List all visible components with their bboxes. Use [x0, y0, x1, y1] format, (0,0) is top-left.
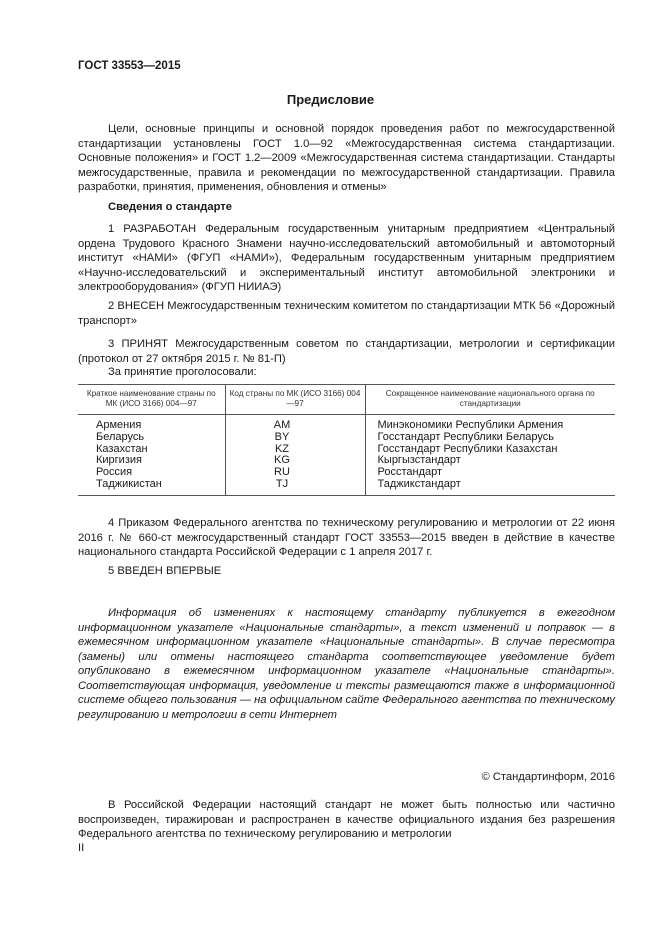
- cell-code: KG: [225, 455, 365, 467]
- item-1-paragraph: 1 РАЗРАБОТАН Федеральным государственным унитарным предприятием «Центральный ордена Трудового Красного Знамени научно-исследовательский автомобильный и автомоторный институт «НАМИ» (ФГУП «НАМИ»), Федеральным государственным унитарным предприятием «Научно-исследовательский и экспериментальный институт автомобильной электроники и электрооборудования» (ФГУП НИИАЭ): [78, 223, 615, 294]
- cell-country: Беларусь: [96, 430, 145, 443]
- cell-code: TJ: [225, 479, 365, 495]
- cell-country: Киргизия: [96, 454, 142, 467]
- table-row: [78, 415, 615, 432]
- cell-body: Таджикстандарт: [365, 479, 615, 495]
- cell-body: Госстандарт Республики Казахстан: [365, 444, 615, 456]
- cell-country: Таджикистан: [78, 479, 225, 495]
- reproduction-notice: В Российской Федерации настоящий стандарт не может быть полностью или частично воспроизведен, тиражирован и распространен в качестве официального издания без разрешения Федерального агентства по техническому регулированию и метрологии: [78, 799, 615, 841]
- item-3-paragraph: 3 ПРИНЯТ Межгосударственным советом по стандартизации, метрологии и сертификации (протокол от 27 октября 2015 г. № 81-П): [78, 338, 615, 365]
- column-header-code: Код страны по МК (ИСО 3166) 004—97: [225, 385, 365, 415]
- column-header-country: Краткое наименование страны по МК (ИСО 3166) 004—97: [78, 385, 225, 415]
- cell-code: RU: [225, 467, 365, 479]
- vote-label: За принятие проголосовали:: [108, 366, 257, 378]
- intro-paragraph: Цели, основные принципы и основной порядок проведения работ по межгосударственной стандартизации установлены ГОСТ 1.0—92 «Межгосударственная система стандартизации. Основные положения» и ГОСТ 1.2—2009 «Межгосударственная система стандартизации. Стандарты межгосударственные, правила и рекомендации по межгосударственной стандартизации. Правила разработки, принятия, применения, обновления и отмены»: [78, 123, 615, 194]
- page-title: Предисловие: [286, 92, 375, 107]
- table-row: [78, 455, 615, 467]
- table-row: [78, 444, 615, 456]
- document-header: ГОСТ 33553—2015: [78, 60, 181, 72]
- cell-code: KZ: [225, 444, 365, 456]
- cell-country: Россия: [96, 466, 133, 479]
- table-row: [78, 432, 615, 444]
- copyright-notice: © Стандартинформ, 2016: [481, 771, 615, 783]
- cell-body: Госстандарт Республики Беларусь: [365, 432, 615, 444]
- voting-table: [78, 384, 615, 496]
- item-5-paragraph: 5 ВВЕДЕН ВПЕРВЫЕ: [108, 565, 222, 577]
- cell-body: Кыргызстандарт: [365, 455, 615, 467]
- section-title: Сведения о стандарте: [108, 201, 232, 213]
- page-number: II: [78, 842, 85, 854]
- item-2-paragraph: 2 ВНЕСЕН Межгосударственным техническим комитетом по стандартизации МТК 56 «Дорожный транспорт»: [78, 300, 615, 327]
- item-4-paragraph: 4 Приказом Федерального агентства по техническому регулированию и метрологии от 22 июня 2016 г. № 660-ст межгосударственный стандарт ГОСТ 33553—2015 введен в действие в качестве национального стандарта Российской Федерации с 1 апреля 2017 г.: [78, 517, 615, 559]
- column-header-body: Сокращенное наименование национального органа по стандартизации: [365, 385, 615, 415]
- cell-country: Армения: [96, 419, 142, 431]
- info-notice: Информация об изменениях к настоящему стандарту публикуется в ежегодном информационном указателе «Национальные стандарты», а текст изменений и поправок — в ежемесячном информационном указателе «Национальные стандарты». В случае пересмотра (замены) или отмены настоящего стандарта соответствующее уведомление будет опубликовано в ежемесячном информационном указателе «Национальные стандарты». Соответствующая информация, уведомление и тексты размещаются также в информационной системе общего пользования — на официальном сайте Федерального агентства по техническому регулированию и метрологии в сети Интернет: [78, 607, 615, 721]
- cell-body: Минэкономики Республики Армения: [365, 415, 615, 432]
- cell-code: BY: [225, 432, 365, 444]
- cell-code: AM: [225, 415, 365, 432]
- cell-country: Казахстан: [96, 442, 148, 455]
- cell-body: Росстандарт: [365, 467, 615, 479]
- table-row: [78, 479, 615, 495]
- table-header-row: [78, 385, 615, 415]
